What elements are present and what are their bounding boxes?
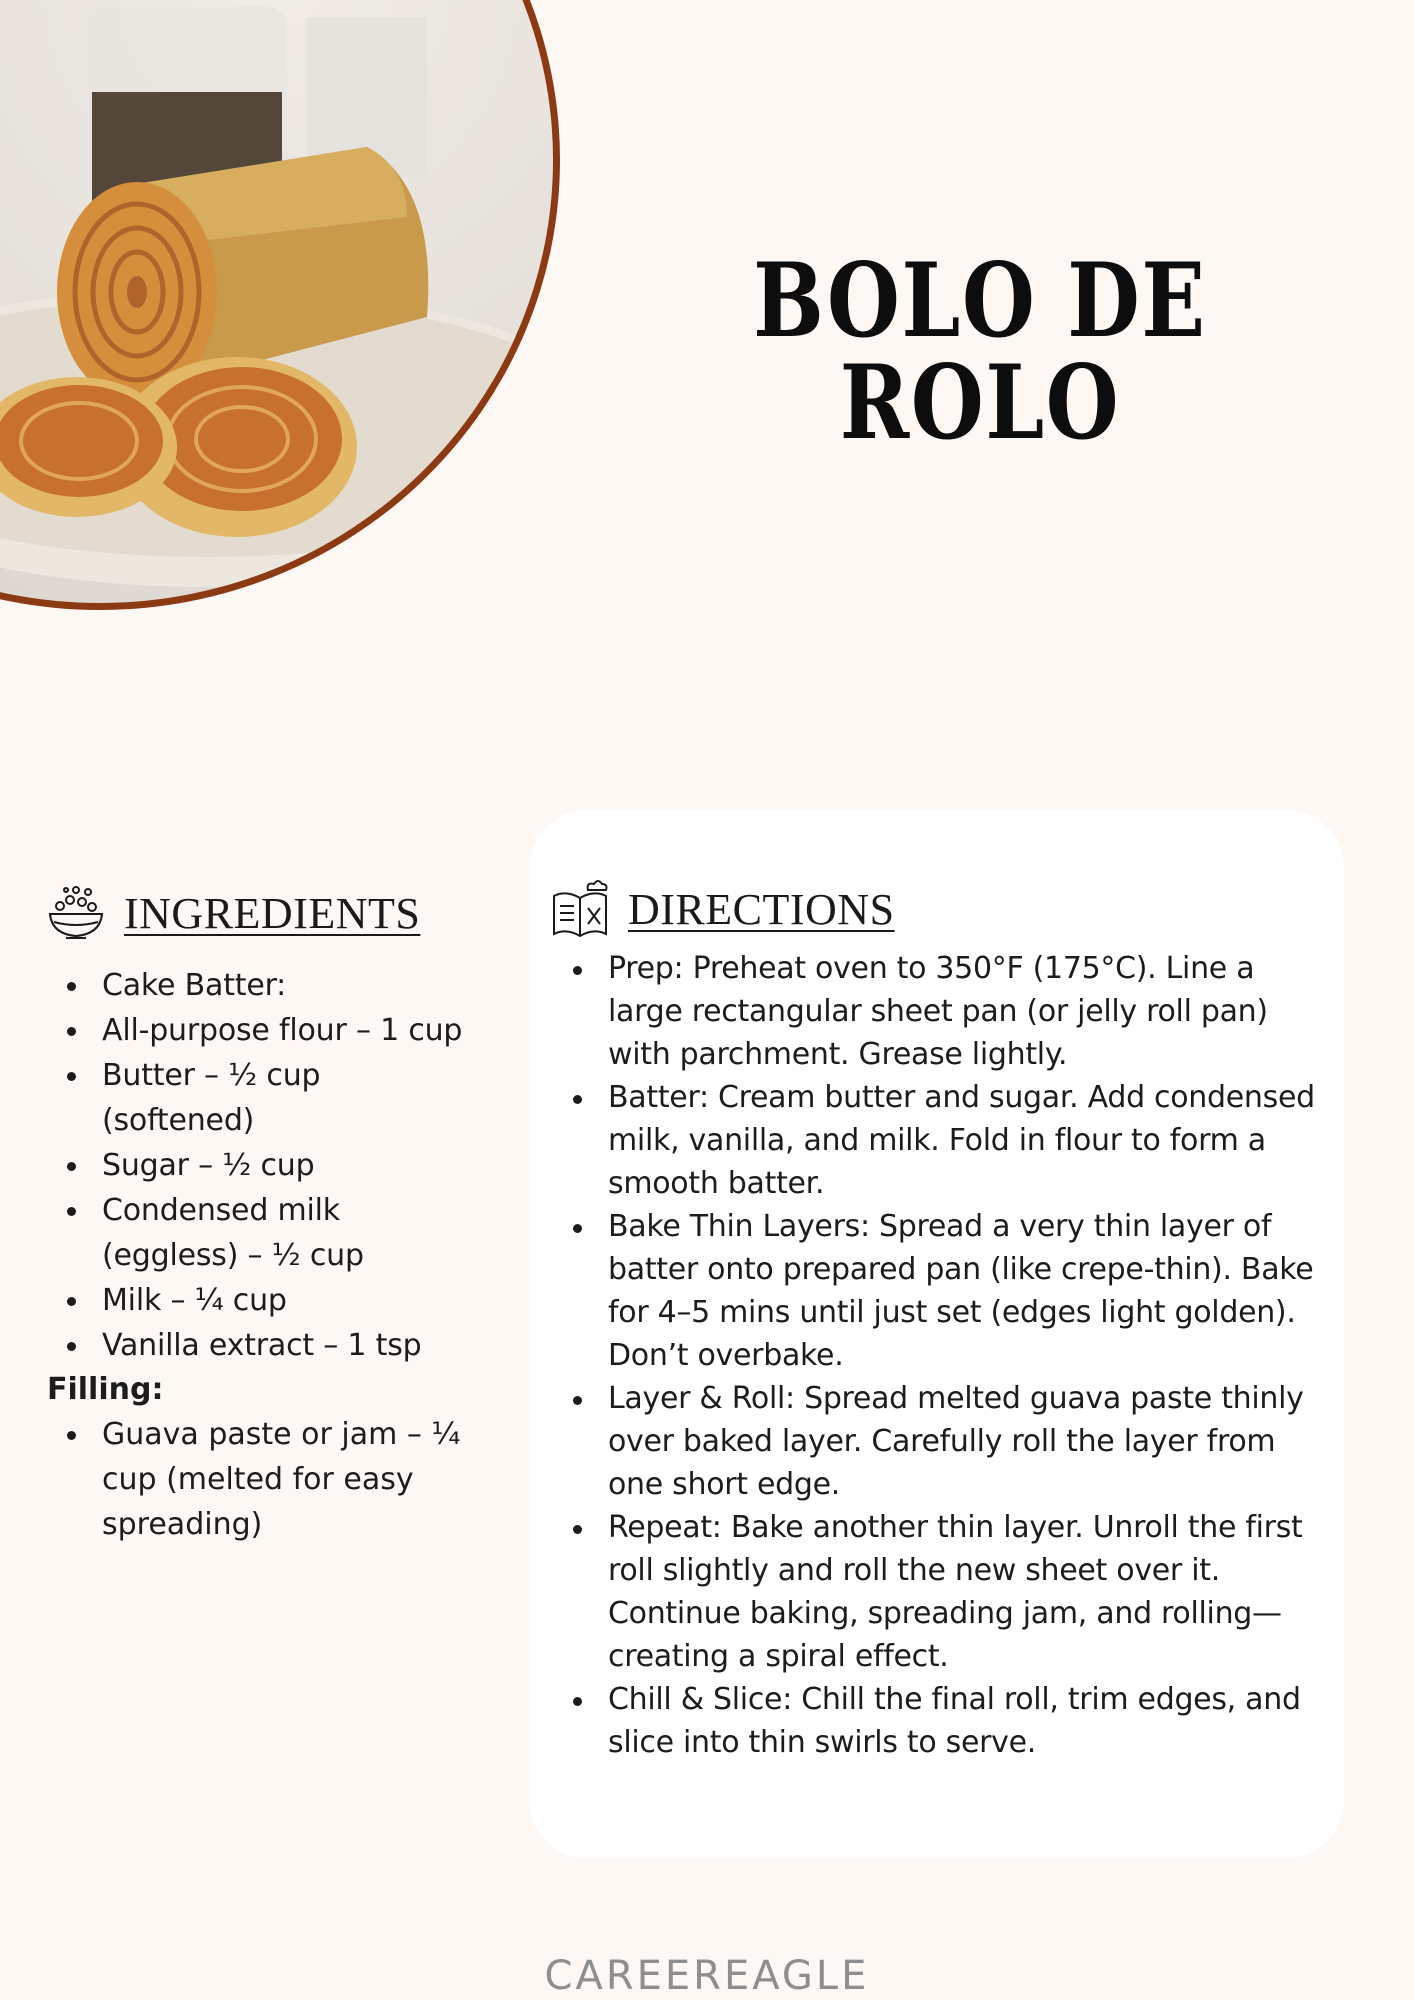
list-item: Batter: Cream butter and sugar. Add condensed milk, vanilla, and milk. Fold in flour to form a smooth batter. xyxy=(553,1076,1323,1205)
list-item: Repeat: Bake another thin layer. Unroll the first roll slightly and roll the new sheet over it. Continue baking, spreading jam, and rolling—creating a spiral effect. xyxy=(553,1506,1323,1678)
cookbook-icon xyxy=(550,878,610,940)
list-item: Bake Thin Layers: Spread a very thin layer of batter onto prepared pan (like crepe-thin). Bake for 4–5 mins until just set (edges light golden). Don’t overbake. xyxy=(553,1205,1323,1377)
ingredients-heading xyxy=(46,882,420,944)
list-item: Vanilla extract – 1 tsp xyxy=(47,1323,517,1368)
filling-heading: Filling: xyxy=(47,1372,164,1407)
filling-list xyxy=(47,1412,477,1547)
footer-logo: CAREEREAGLE xyxy=(544,1953,870,1999)
ingredients-heading-text: INGREDIENTS xyxy=(124,888,421,938)
cake-photo xyxy=(0,0,560,610)
list-item: Sugar – ½ cup xyxy=(47,1143,517,1188)
list-item: Milk – ¼ cup xyxy=(47,1278,517,1323)
list-item: Condensed milk (eggless) – ½ cup xyxy=(47,1188,422,1278)
directions-heading-text: DIRECTIONS xyxy=(628,884,895,934)
bowl-icon xyxy=(46,882,106,944)
list-item: Cake Batter: xyxy=(47,963,517,1008)
directions-heading xyxy=(550,878,895,940)
list-item: Butter – ½ cup (softened) xyxy=(47,1053,402,1143)
list-item: Chill & Slice: Chill the final roll, trim edges, and slice into thin swirls to serve. xyxy=(553,1678,1323,1764)
directions-list xyxy=(553,947,1323,1764)
page-title: BOLO DE ROLO xyxy=(753,241,1207,463)
ingredients-list xyxy=(47,963,517,1368)
list-item: Prep: Preheat oven to 350°F (175°C). Line a large rectangular sheet pan (or jelly roll pan) with parchment. Grease lightly. xyxy=(553,947,1323,1076)
list-item: All-purpose flour – 1 cup xyxy=(47,1008,517,1053)
list-item: Layer & Roll: Spread melted guava paste thinly over baked layer. Carefully roll the layer from one short edge. xyxy=(553,1377,1323,1506)
list-item: Guava paste or jam – ¼ cup (melted for easy spreading) xyxy=(47,1412,477,1547)
